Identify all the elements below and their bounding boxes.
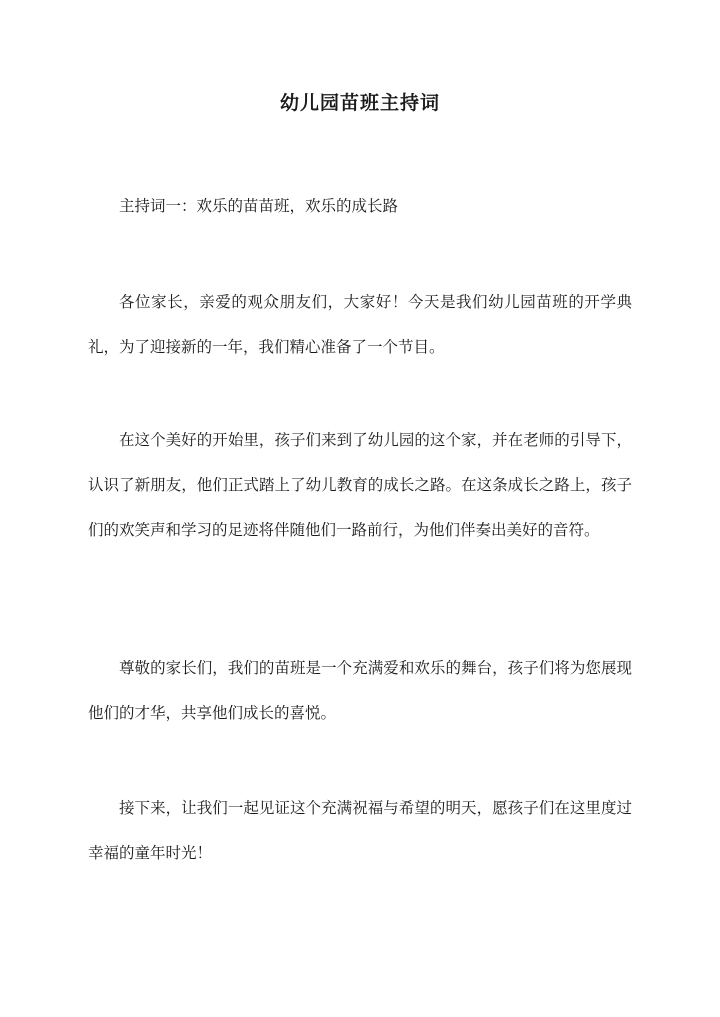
paragraph-1: 各位家长，亲爱的观众朋友们，大家好！今天是我们幼儿园苗班的开学典礼，为了迎接新的一年，我们精心准备了一个节目。 xyxy=(88,293,632,356)
paragraph-4: 接下来，让我们一起见证这个充满祝福与希望的明天，愿孩子们在这里度过幸福的童年时光！ xyxy=(88,799,632,862)
section-heading: 主持词一：欢乐的苗苗班，欢乐的成长路 xyxy=(119,197,399,215)
paragraph-3: 尊敬的家长们，我们的苗班是一个充满爱和欢乐的舞台，孩子们将为您展现他们的才华，共享他们成长的喜悦。 xyxy=(88,659,632,722)
paragraph-2: 在这个美好的开始里，孩子们来到了幼儿园的这个家，并在老师的引导下，认识了新朋友，他们正式踏上了幼儿教育的成长之路。在这条成长之路上，孩子们的欢笑声和学习的足迹将伴随他们一路前行，为他们伴奏出美好的音符。 xyxy=(88,431,632,539)
document-title: 幼儿园苗班主持词 xyxy=(279,92,440,114)
